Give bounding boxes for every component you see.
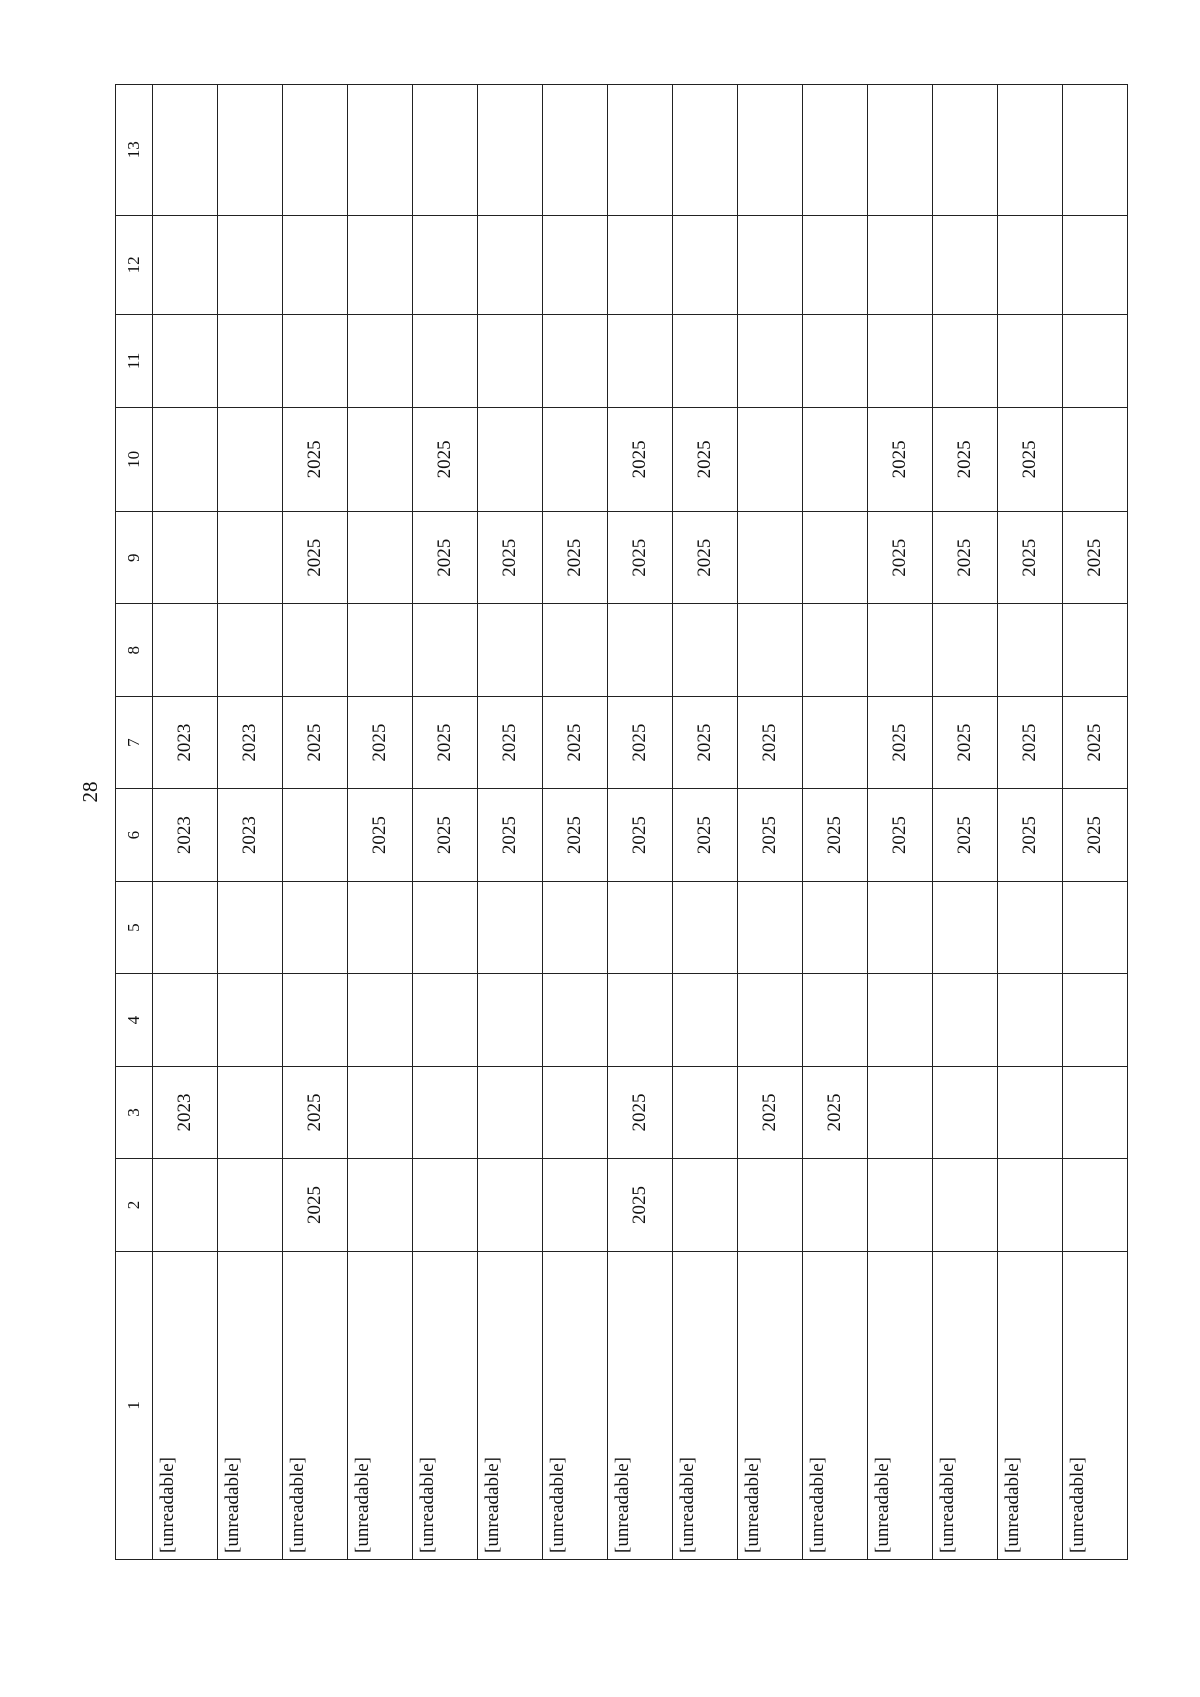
year-cell <box>673 215 738 315</box>
year-cell <box>348 85 413 216</box>
year-cell: 2025 <box>933 511 998 603</box>
year-cell <box>933 215 998 315</box>
year-cell <box>218 1066 283 1158</box>
year-cell <box>478 315 543 407</box>
year-cell <box>868 974 933 1066</box>
year-cell <box>1063 1159 1128 1251</box>
year-cell <box>478 85 543 216</box>
year-cell <box>218 85 283 216</box>
year-cell: 2025 <box>738 1066 803 1158</box>
year-cell <box>803 1159 868 1251</box>
address-cell: [unreadable] <box>478 1251 543 1559</box>
address-cell: [unreadable] <box>803 1251 868 1559</box>
year-cell <box>283 315 348 407</box>
column-header-7: 7 <box>116 696 153 788</box>
year-cell <box>738 85 803 216</box>
year-cell: 2025 <box>1063 789 1128 881</box>
year-cell: 2025 <box>413 407 478 511</box>
year-cell <box>153 604 218 696</box>
address-cell: [unreadable] <box>283 1251 348 1559</box>
year-cell <box>803 974 868 1066</box>
year-cell <box>348 604 413 696</box>
year-cell <box>673 85 738 216</box>
year-cell <box>608 85 673 216</box>
year-cell <box>413 1066 478 1158</box>
year-cell <box>738 604 803 696</box>
year-cell: 2025 <box>543 696 608 788</box>
column-header-11: 11 <box>116 315 153 407</box>
year-cell <box>803 85 868 216</box>
year-cell <box>998 85 1063 216</box>
year-cell <box>1063 1066 1128 1158</box>
year-cell: 2025 <box>348 696 413 788</box>
address-cell: [unreadable] <box>868 1251 933 1559</box>
year-cell <box>738 215 803 315</box>
rotated-table-container <box>115 84 1105 1560</box>
year-cell <box>1063 604 1128 696</box>
address-cell: [unreadable] <box>348 1251 413 1559</box>
year-cell: 2023 <box>153 789 218 881</box>
year-cell <box>283 85 348 216</box>
year-cell <box>413 974 478 1066</box>
year-cell <box>868 881 933 973</box>
year-cell <box>868 1159 933 1251</box>
year-cell <box>608 881 673 973</box>
year-cell: 2025 <box>543 789 608 881</box>
year-cell <box>348 315 413 407</box>
year-cell: 2025 <box>543 511 608 603</box>
year-cell <box>933 85 998 216</box>
year-cell <box>998 1066 1063 1158</box>
year-cell <box>673 315 738 407</box>
year-cell <box>868 1066 933 1158</box>
column-header-13: 13 <box>116 85 153 216</box>
page-number: 28 <box>78 781 102 803</box>
year-cell <box>1063 407 1128 511</box>
year-cell <box>738 1159 803 1251</box>
year-cell: 2025 <box>803 789 868 881</box>
year-cell <box>348 881 413 973</box>
year-cell <box>803 215 868 315</box>
table-row <box>543 85 608 1560</box>
year-cell <box>153 974 218 1066</box>
year-cell <box>608 974 673 1066</box>
year-cell <box>478 881 543 973</box>
column-header-9: 9 <box>116 511 153 603</box>
year-cell <box>1063 315 1128 407</box>
year-cell <box>673 1066 738 1158</box>
year-cell <box>738 315 803 407</box>
year-cell <box>218 881 283 973</box>
year-cell: 2025 <box>478 789 543 881</box>
table-row <box>933 85 998 1560</box>
year-cell: 2025 <box>738 696 803 788</box>
year-cell <box>998 881 1063 973</box>
column-header-2: 2 <box>116 1159 153 1251</box>
year-cell <box>218 1159 283 1251</box>
year-cell <box>153 85 218 216</box>
year-cell <box>478 1159 543 1251</box>
year-cell: 2025 <box>933 407 998 511</box>
year-cell <box>868 604 933 696</box>
year-cell <box>543 974 608 1066</box>
year-cell <box>803 881 868 973</box>
table-row <box>608 85 673 1560</box>
year-cell <box>998 604 1063 696</box>
year-cell <box>218 974 283 1066</box>
year-cell <box>153 315 218 407</box>
table-row <box>218 85 283 1560</box>
year-cell <box>673 974 738 1066</box>
year-cell: 2025 <box>673 511 738 603</box>
address-cell: [unreadable] <box>413 1251 478 1559</box>
year-cell <box>413 881 478 973</box>
year-cell <box>348 215 413 315</box>
year-cell <box>153 1159 218 1251</box>
year-cell <box>1063 881 1128 973</box>
year-cell <box>673 1159 738 1251</box>
year-cell: 2025 <box>998 696 1063 788</box>
year-cell <box>998 315 1063 407</box>
year-cell <box>543 85 608 216</box>
year-cell <box>413 1159 478 1251</box>
year-cell: 2025 <box>868 789 933 881</box>
year-cell <box>803 696 868 788</box>
year-cell: 2025 <box>998 789 1063 881</box>
year-cell: 2025 <box>478 511 543 603</box>
year-cell <box>348 974 413 1066</box>
year-cell <box>608 215 673 315</box>
year-cell: 2025 <box>803 1066 868 1158</box>
year-cell <box>218 315 283 407</box>
year-cell <box>348 1066 413 1158</box>
table-row <box>283 85 348 1560</box>
year-cell <box>543 604 608 696</box>
year-cell: 2025 <box>998 511 1063 603</box>
year-cell: 2025 <box>608 1066 673 1158</box>
year-cell <box>218 604 283 696</box>
year-cell: 2025 <box>608 407 673 511</box>
schedule-table <box>115 84 1128 1560</box>
table-row <box>738 85 803 1560</box>
year-cell: 2025 <box>608 789 673 881</box>
table-row <box>413 85 478 1560</box>
column-header-4: 4 <box>116 974 153 1066</box>
year-cell: 2025 <box>608 511 673 603</box>
year-cell <box>153 215 218 315</box>
year-cell <box>933 1159 998 1251</box>
year-cell <box>803 407 868 511</box>
table-row <box>478 85 543 1560</box>
year-cell <box>543 315 608 407</box>
column-header-5: 5 <box>116 881 153 973</box>
year-cell <box>608 315 673 407</box>
year-cell <box>803 315 868 407</box>
table-row <box>868 85 933 1560</box>
year-cell <box>933 604 998 696</box>
year-cell: 2025 <box>608 696 673 788</box>
year-cell: 2023 <box>218 789 283 881</box>
year-cell <box>543 1066 608 1158</box>
year-cell <box>348 1159 413 1251</box>
year-cell <box>868 315 933 407</box>
table-row <box>1063 85 1128 1560</box>
year-cell <box>543 215 608 315</box>
year-cell <box>543 881 608 973</box>
table-row <box>803 85 868 1560</box>
year-cell <box>933 881 998 973</box>
year-cell <box>738 511 803 603</box>
year-cell <box>998 974 1063 1066</box>
table-row <box>153 85 218 1560</box>
year-cell <box>413 315 478 407</box>
address-cell: [unreadable] <box>933 1251 998 1559</box>
year-cell: 2025 <box>933 789 998 881</box>
table-row <box>673 85 738 1560</box>
year-cell: 2023 <box>153 696 218 788</box>
year-cell <box>283 974 348 1066</box>
year-cell <box>1063 85 1128 216</box>
year-cell <box>998 215 1063 315</box>
address-cell: [unreadable] <box>1063 1251 1128 1559</box>
year-cell <box>803 511 868 603</box>
year-cell <box>478 407 543 511</box>
year-cell <box>738 974 803 1066</box>
year-cell <box>153 511 218 603</box>
year-cell: 2025 <box>283 511 348 603</box>
year-cell: 2023 <box>218 696 283 788</box>
year-cell <box>283 604 348 696</box>
year-cell <box>283 789 348 881</box>
year-cell: 2025 <box>413 789 478 881</box>
year-cell <box>348 407 413 511</box>
year-cell: 2023 <box>153 1066 218 1158</box>
year-cell <box>868 85 933 216</box>
year-cell <box>933 1066 998 1158</box>
column-header-3: 3 <box>116 1066 153 1158</box>
table-row <box>998 85 1063 1560</box>
year-cell <box>413 604 478 696</box>
address-cell: [unreadable] <box>608 1251 673 1559</box>
year-cell <box>543 407 608 511</box>
year-cell: 2025 <box>413 511 478 603</box>
year-cell <box>153 407 218 511</box>
year-cell: 2025 <box>868 696 933 788</box>
year-cell <box>543 1159 608 1251</box>
column-header-8: 8 <box>116 604 153 696</box>
year-cell <box>998 1159 1063 1251</box>
year-cell <box>478 604 543 696</box>
year-cell <box>348 511 413 603</box>
year-cell <box>413 215 478 315</box>
year-cell: 2025 <box>868 511 933 603</box>
address-cell: [unreadable] <box>218 1251 283 1559</box>
year-cell <box>933 974 998 1066</box>
table-row <box>348 85 413 1560</box>
year-cell <box>283 215 348 315</box>
column-header-10: 10 <box>116 407 153 511</box>
year-cell: 2025 <box>283 407 348 511</box>
year-cell <box>868 215 933 315</box>
address-cell: [unreadable] <box>543 1251 608 1559</box>
year-cell: 2025 <box>933 696 998 788</box>
year-cell <box>933 315 998 407</box>
year-cell <box>153 881 218 973</box>
year-cell: 2025 <box>998 407 1063 511</box>
year-cell: 2025 <box>738 789 803 881</box>
address-cell: [unreadable] <box>153 1251 218 1559</box>
column-header-12: 12 <box>116 215 153 315</box>
year-cell <box>803 604 868 696</box>
year-cell: 2025 <box>673 696 738 788</box>
year-cell: 2025 <box>413 696 478 788</box>
year-cell <box>738 881 803 973</box>
year-cell <box>1063 215 1128 315</box>
year-cell <box>218 407 283 511</box>
year-cell <box>478 974 543 1066</box>
year-cell <box>478 215 543 315</box>
year-cell: 2025 <box>283 1066 348 1158</box>
table-body <box>153 85 1128 1560</box>
year-cell: 2025 <box>673 407 738 511</box>
year-cell: 2025 <box>868 407 933 511</box>
year-cell: 2025 <box>283 696 348 788</box>
year-cell <box>673 881 738 973</box>
column-header-1: 1 <box>116 1251 153 1559</box>
year-cell: 2025 <box>283 1159 348 1251</box>
year-cell: 2025 <box>1063 696 1128 788</box>
year-cell: 2025 <box>608 1159 673 1251</box>
year-cell <box>1063 974 1128 1066</box>
year-cell: 2025 <box>348 789 413 881</box>
year-cell: 2025 <box>478 696 543 788</box>
header-row <box>116 85 153 1560</box>
year-cell <box>413 85 478 216</box>
year-cell <box>478 1066 543 1158</box>
address-cell: [unreadable] <box>738 1251 803 1559</box>
year-cell <box>218 215 283 315</box>
column-header-6: 6 <box>116 789 153 881</box>
year-cell: 2025 <box>1063 511 1128 603</box>
year-cell <box>218 511 283 603</box>
address-cell: [unreadable] <box>673 1251 738 1559</box>
address-cell: [unreadable] <box>998 1251 1063 1559</box>
year-cell <box>608 604 673 696</box>
year-cell <box>283 881 348 973</box>
year-cell <box>738 407 803 511</box>
year-cell: 2025 <box>673 789 738 881</box>
year-cell <box>673 604 738 696</box>
